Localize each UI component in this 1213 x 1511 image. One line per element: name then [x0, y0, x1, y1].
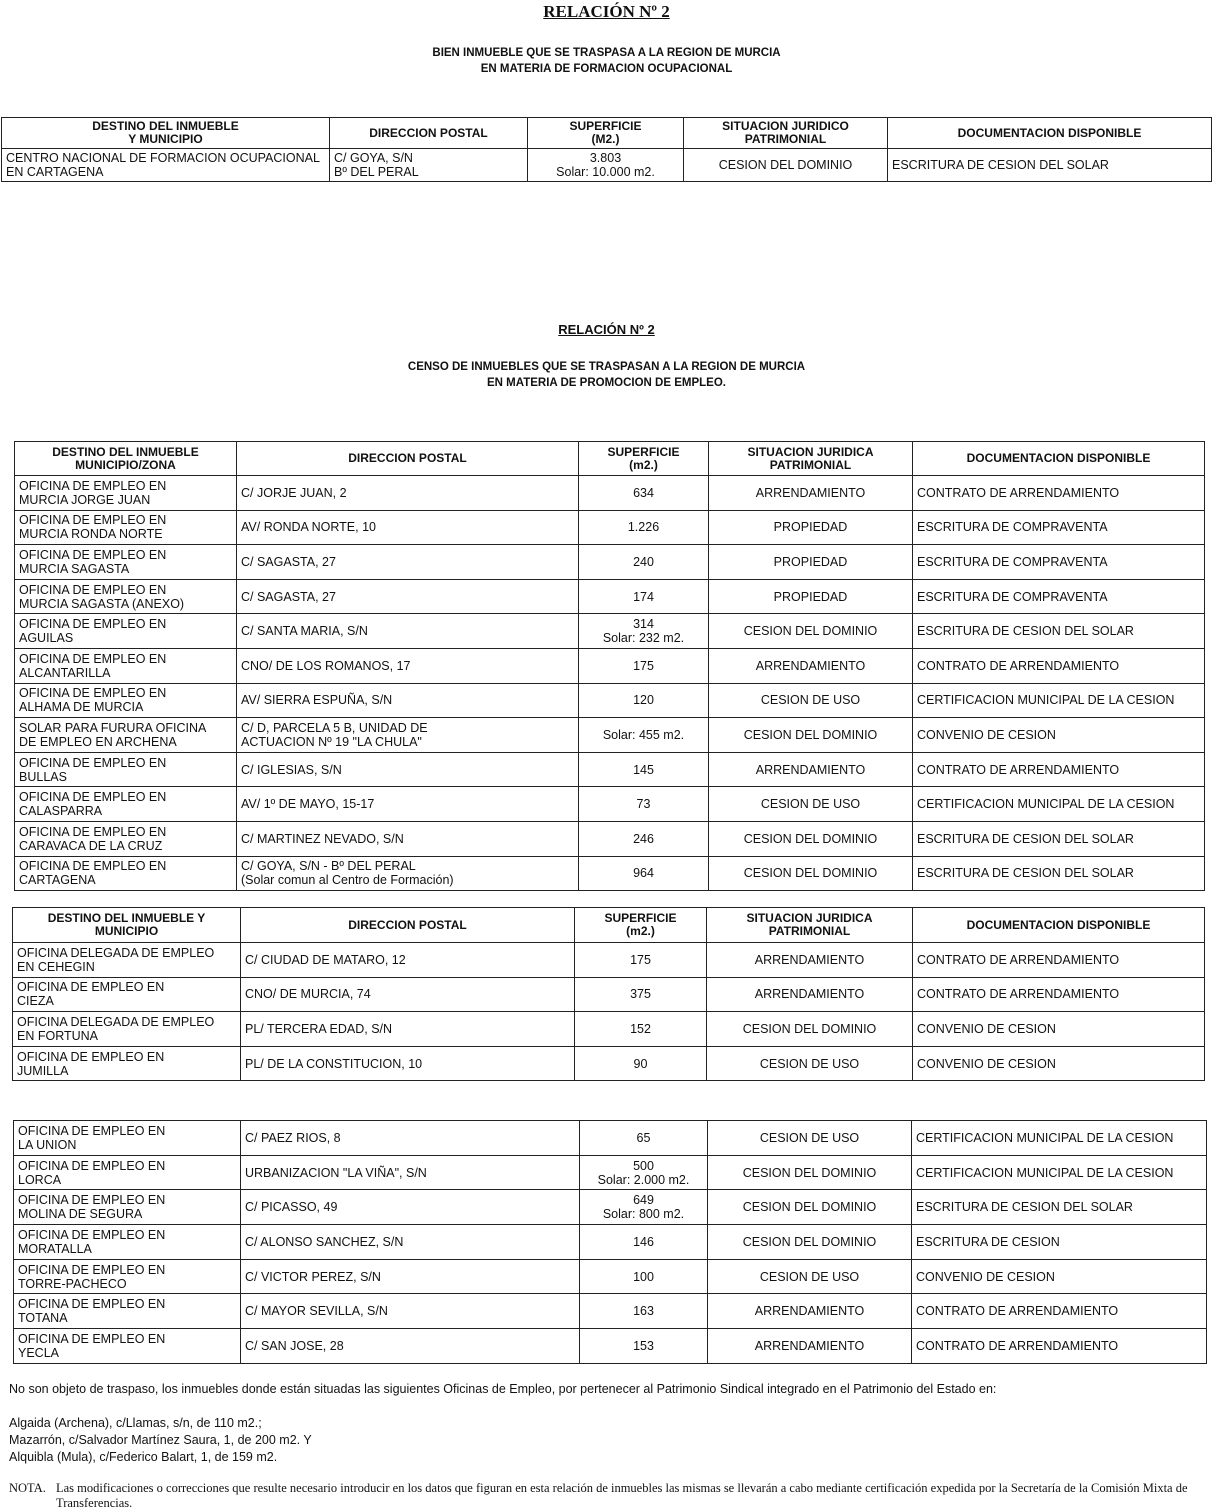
empleo-a-cell-superficie: Solar: 455 m2.: [579, 718, 709, 753]
table-row: [13, 943, 1205, 978]
formacion-cell-direccion: C/ GOYA, S/N Bº DEL PERAL: [330, 149, 528, 182]
empleo-a-cell-direccion: C/ GOYA, S/N - Bº DEL PERAL (Solar comun al Centro de Formación): [237, 856, 579, 891]
empleo-b-cell-destino: OFICINA DELEGADA DE EMPLEO EN CEHEGIN: [13, 943, 241, 978]
empleo-a-cell-situacion: ARRENDAMIENTO: [709, 648, 913, 683]
empleo-c-cell-documentacion: CONTRATO DE ARRENDAMIENTO: [912, 1329, 1207, 1364]
empleo-a-cell-direccion: C/ SAGASTA, 27: [237, 579, 579, 614]
empleo-c-cell-documentacion: CONTRATO DE ARRENDAMIENTO: [912, 1294, 1207, 1329]
empleo-a-cell-direccion: C/ D, PARCELA 5 B, UNIDAD DE ACTUACION Nº 19 "LA CHULA": [237, 718, 579, 753]
empleo-c-cell-direccion: C/ ALONSO SANCHEZ, S/N: [241, 1225, 580, 1260]
subtitle-formacion-line2: EN MATERIA DE FORMACION OCUPACIONAL: [480, 63, 733, 75]
empleo-a-cell-documentacion: ESCRITURA DE COMPRAVENTA: [913, 510, 1205, 545]
empleo-c-cell-destino: OFICINA DE EMPLEO EN MORATALLA: [14, 1225, 241, 1260]
empleo-b-cell-direccion: C/ CIUDAD DE MATARO, 12: [241, 943, 575, 978]
table-row: [15, 579, 1205, 614]
empleo-c-cell-situacion: ARRENDAMIENTO: [708, 1329, 912, 1364]
empleo-b-cell-direccion: PL/ DE LA CONSTITUCION, 10: [241, 1046, 575, 1081]
empleo-b-cell-destino: OFICINA DE EMPLEO EN JUMILLA: [13, 1046, 241, 1081]
empleo-c-cell-documentacion: ESCRITURA DE CESION: [912, 1225, 1207, 1260]
empleo-c-cell-superficie: 649 Solar: 800 m2.: [580, 1190, 708, 1225]
empleo-c-cell-direccion: C/ SAN JOSE, 28: [241, 1329, 580, 1364]
empleo-a-cell-documentacion: CONTRATO DE ARRENDAMIENTO: [913, 648, 1205, 683]
table-row: [2, 149, 1212, 182]
empleo-c-cell-situacion: CESION DEL DOMINIO: [708, 1155, 912, 1190]
formacion-cell-superficie: 3.803 Solar: 10.000 m2.: [528, 149, 684, 182]
empleo-a-cell-situacion: CESION DE USO: [709, 683, 913, 718]
table-row: [14, 1259, 1207, 1294]
empleo-a-cell-superficie: 120: [579, 683, 709, 718]
empleo-c-cell-superficie: 65: [580, 1121, 708, 1156]
table-row: [15, 545, 1205, 580]
empleo-c-cell-direccion: C/ VICTOR PEREZ, S/N: [241, 1259, 580, 1294]
empleo-a-cell-destino: OFICINA DE EMPLEO EN MURCIA SAGASTA: [15, 545, 237, 580]
empleo-c-cell-superficie: 153: [580, 1329, 708, 1364]
empleo-a-cell-direccion: C/ MARTINEZ NEVADO, S/N: [237, 821, 579, 856]
empleo-c-cell-superficie: 100: [580, 1259, 708, 1294]
empleo-table-a-header-row: [15, 442, 1205, 476]
empleo-a-cell-destino: OFICINA DE EMPLEO EN CARAVACA DE LA CRUZ: [15, 821, 237, 856]
empleo-c-cell-superficie: 500 Solar: 2.000 m2.: [580, 1155, 708, 1190]
empleo-c-cell-documentacion: CONVENIO DE CESION: [912, 1259, 1207, 1294]
empleo-c-cell-direccion: C/ PAEZ RIOS, 8: [241, 1121, 580, 1156]
empleo-c-cell-documentacion: CERTIFICACION MUNICIPAL DE LA CESION: [912, 1121, 1207, 1156]
empleo-c-cell-destino: OFICINA DE EMPLEO EN MOLINA DE SEGURA: [14, 1190, 241, 1225]
formacion-header-situacion: SITUACION JURIDICO PATRIMONIAL: [684, 118, 888, 149]
empleo-a-cell-documentacion: ESCRITURA DE CESION DEL SOLAR: [913, 821, 1205, 856]
empleo-a-cell-direccion: AV/ SIERRA ESPUÑA, S/N: [237, 683, 579, 718]
empleo-a-cell-situacion: CESION DEL DOMINIO: [709, 856, 913, 891]
formacion-header-superficie: SUPERFICIE (M2.): [528, 118, 684, 149]
empleo-c-cell-destino: OFICINA DE EMPLEO EN YECLA: [14, 1329, 241, 1364]
empleo-a-cell-direccion: C/ JORJE JUAN, 2: [237, 476, 579, 511]
table-row: [14, 1329, 1207, 1364]
empleo-a-cell-direccion: C/ SANTA MARIA, S/N: [237, 614, 579, 649]
empleo-b-header-destino: DESTINO DEL INMUEBLE Y MUNICIPIO: [13, 908, 241, 943]
empleo-c-cell-situacion: CESION DE USO: [708, 1259, 912, 1294]
empleo-c-cell-situacion: CESION DE USO: [708, 1121, 912, 1156]
empleo-a-cell-destino: OFICINA DE EMPLEO EN ALCANTARILLA: [15, 648, 237, 683]
table-row: [15, 752, 1205, 787]
empleo-a-cell-destino: OFICINA DE EMPLEO EN CARTAGENA: [15, 856, 237, 891]
empleo-a-cell-documentacion: CONVENIO DE CESION: [913, 718, 1205, 753]
empleo-table-a: [14, 441, 1205, 891]
empleo-a-cell-situacion: CESION DEL DOMINIO: [709, 718, 913, 753]
empleo-a-cell-documentacion: CERTIFICACION MUNICIPAL DE LA CESION: [913, 683, 1205, 718]
heading-relacion-empleo: RELACIÓN Nº 2: [558, 322, 655, 337]
empleo-a-cell-destino: OFICINA DE EMPLEO EN MURCIA RONDA NORTE: [15, 510, 237, 545]
empleo-a-cell-situacion: PROPIEDAD: [709, 545, 913, 580]
formacion-cell-documentacion: ESCRITURA DE CESION DEL SOLAR: [888, 149, 1212, 182]
empleo-b-cell-superficie: 175: [575, 943, 707, 978]
footer-line-3: Alquibla (Mula), c/Federico Balart, 1, de 159 m2.: [9, 1450, 278, 1464]
empleo-a-cell-superficie: 634: [579, 476, 709, 511]
empleo-a-cell-superficie: 314 Solar: 232 m2.: [579, 614, 709, 649]
empleo-a-cell-superficie: 240: [579, 545, 709, 580]
empleo-table-c: [13, 1120, 1207, 1364]
empleo-a-cell-superficie: 1.226: [579, 510, 709, 545]
empleo-a-header-destino: DESTINO DEL INMUEBLE MUNICIPIO/ZONA: [15, 442, 237, 476]
footer-line-1: Algaida (Archena), c/Llamas, s/n, de 110 m2.;: [9, 1416, 262, 1430]
empleo-a-cell-documentacion: CERTIFICACION MUNICIPAL DE LA CESION: [913, 787, 1205, 822]
empleo-a-cell-documentacion: CONTRATO DE ARRENDAMIENTO: [913, 476, 1205, 511]
table-row: [15, 476, 1205, 511]
empleo-a-header-superficie: SUPERFICIE (m2.): [579, 442, 709, 476]
empleo-a-cell-direccion: AV/ RONDA NORTE, 10: [237, 510, 579, 545]
formacion-cell-destino: CENTRO NACIONAL DE FORMACION OCUPACIONAL EN CARTAGENA: [2, 149, 330, 182]
empleo-b-cell-situacion: CESION DEL DOMINIO: [707, 1012, 913, 1047]
empleo-b-cell-documentacion: CONTRATO DE ARRENDAMIENTO: [913, 943, 1205, 978]
formacion-cell-situacion: CESION DEL DOMINIO: [684, 149, 888, 182]
table-row: [14, 1294, 1207, 1329]
empleo-c-cell-situacion: CESION DEL DOMINIO: [708, 1225, 912, 1260]
empleo-a-cell-documentacion: CONTRATO DE ARRENDAMIENTO: [913, 752, 1205, 787]
empleo-c-cell-documentacion: ESCRITURA DE CESION DEL SOLAR: [912, 1190, 1207, 1225]
empleo-a-header-situacion: SITUACION JURIDICA PATRIMONIAL: [709, 442, 913, 476]
empleo-a-cell-superficie: 175: [579, 648, 709, 683]
empleo-c-cell-superficie: 146: [580, 1225, 708, 1260]
formacion-header-documentacion: DOCUMENTACION DISPONIBLE: [888, 118, 1212, 149]
footer-intro: No son objeto de traspaso, los inmuebles donde están situadas las siguientes Oficinas de Empleo, por pertenecer al Patrimonio Sindical integrado en el Patrimonio del Estado en:: [9, 1382, 997, 1396]
empleo-a-cell-superficie: 964: [579, 856, 709, 891]
empleo-b-cell-direccion: CNO/ DE MURCIA, 74: [241, 977, 575, 1012]
empleo-a-cell-superficie: 73: [579, 787, 709, 822]
empleo-a-cell-situacion: PROPIEDAD: [709, 510, 913, 545]
empleo-b-cell-superficie: 90: [575, 1046, 707, 1081]
empleo-a-cell-destino: OFICINA DE EMPLEO EN ALHAMA DE MURCIA: [15, 683, 237, 718]
footer-line-2: Mazarrón, c/Salvador Martínez Saura, 1, de 200 m2. Y: [9, 1433, 312, 1447]
table-row: [15, 856, 1205, 891]
empleo-c-cell-situacion: ARRENDAMIENTO: [708, 1294, 912, 1329]
empleo-b-cell-situacion: ARRENDAMIENTO: [707, 977, 913, 1012]
empleo-c-cell-direccion: C/ PICASSO, 49: [241, 1190, 580, 1225]
empleo-b-cell-destino: OFICINA DE EMPLEO EN CIEZA: [13, 977, 241, 1012]
empleo-c-cell-destino: OFICINA DE EMPLEO EN TORRE-PACHECO: [14, 1259, 241, 1294]
empleo-table-b-header-row: [13, 908, 1205, 943]
formacion-header-direccion: DIRECCION POSTAL: [330, 118, 528, 149]
table-row: [15, 510, 1205, 545]
empleo-a-header-documentacion: DOCUMENTACION DISPONIBLE: [913, 442, 1205, 476]
empleo-a-cell-direccion: CNO/ DE LOS ROMANOS, 17: [237, 648, 579, 683]
table-row: [13, 1046, 1205, 1081]
formacion-table-header-row: [2, 118, 1212, 149]
empleo-a-cell-documentacion: ESCRITURA DE CESION DEL SOLAR: [913, 856, 1205, 891]
empleo-b-cell-superficie: 152: [575, 1012, 707, 1047]
table-row: [14, 1225, 1207, 1260]
empleo-a-cell-situacion: CESION DEL DOMINIO: [709, 614, 913, 649]
empleo-a-cell-direccion: C/ SAGASTA, 27: [237, 545, 579, 580]
empleo-table-b: [12, 907, 1205, 1081]
empleo-a-cell-destino: OFICINA DE EMPLEO EN AGUILAS: [15, 614, 237, 649]
table-row: [15, 821, 1205, 856]
empleo-a-cell-situacion: CESION DE USO: [709, 787, 913, 822]
empleo-c-cell-destino: OFICINA DE EMPLEO EN LA UNION: [14, 1121, 241, 1156]
heading-relacion-formacion: RELACIÓN Nº 2: [543, 2, 670, 21]
empleo-a-cell-situacion: CESION DEL DOMINIO: [709, 821, 913, 856]
empleo-a-cell-superficie: 246: [579, 821, 709, 856]
empleo-c-cell-destino: OFICINA DE EMPLEO EN LORCA: [14, 1155, 241, 1190]
empleo-b-cell-direccion: PL/ TERCERA EDAD, S/N: [241, 1012, 575, 1047]
empleo-b-header-documentacion: DOCUMENTACION DISPONIBLE: [913, 908, 1205, 943]
empleo-a-cell-superficie: 145: [579, 752, 709, 787]
empleo-b-cell-destino: OFICINA DELEGADA DE EMPLEO EN FORTUNA: [13, 1012, 241, 1047]
table-row: [14, 1155, 1207, 1190]
table-row: [13, 1012, 1205, 1047]
empleo-a-cell-destino: OFICINA DE EMPLEO EN BULLAS: [15, 752, 237, 787]
empleo-c-cell-superficie: 163: [580, 1294, 708, 1329]
empleo-a-cell-documentacion: ESCRITURA DE CESION DEL SOLAR: [913, 614, 1205, 649]
subtitle-empleo-line2: EN MATERIA DE PROMOCION DE EMPLEO.: [487, 377, 726, 389]
empleo-b-cell-situacion: ARRENDAMIENTO: [707, 943, 913, 978]
formacion-table: [1, 117, 1212, 182]
empleo-a-cell-superficie: 174: [579, 579, 709, 614]
nota-text: Las modificaciones o correcciones que resulte necesario introducir en los datos que figuran en esta relación de inmuebles las mismas se llevarán a cabo mediante certificación expedida por la Secretaría de la Comisión Mixta de Transferencias.: [56, 1481, 1188, 1510]
empleo-c-cell-direccion: C/ MAYOR SEVILLA, S/N: [241, 1294, 580, 1329]
empleo-a-cell-direccion: AV/ 1º DE MAYO, 15-17: [237, 787, 579, 822]
subtitle-formacion-line1: BIEN INMUEBLE QUE SE TRASPASA A LA REGION DE MURCIA: [432, 47, 781, 59]
empleo-a-cell-situacion: PROPIEDAD: [709, 579, 913, 614]
table-row: [14, 1190, 1207, 1225]
empleo-c-cell-destino: OFICINA DE EMPLEO EN TOTANA: [14, 1294, 241, 1329]
empleo-b-cell-documentacion: CONTRATO DE ARRENDAMIENTO: [913, 977, 1205, 1012]
subtitle-empleo-line1: CENSO DE INMUEBLES QUE SE TRASPASAN A LA REGION DE MURCIA: [407, 361, 806, 373]
empleo-a-cell-direccion: C/ IGLESIAS, S/N: [237, 752, 579, 787]
empleo-a-cell-situacion: ARRENDAMIENTO: [709, 476, 913, 511]
table-row: [15, 648, 1205, 683]
empleo-b-header-situacion: SITUACION JURIDICA PATRIMONIAL: [707, 908, 913, 943]
table-row: [15, 787, 1205, 822]
empleo-a-cell-destino: SOLAR PARA FURURA OFICINA DE EMPLEO EN ARCHENA: [15, 718, 237, 753]
empleo-a-cell-destino: OFICINA DE EMPLEO EN MURCIA SAGASTA (ANEXO): [15, 579, 237, 614]
nota-label: NOTA.: [9, 1481, 46, 1495]
formacion-header-destino: DESTINO DEL INMUEBLE Y MUNICIPIO: [2, 118, 330, 149]
empleo-a-cell-documentacion: ESCRITURA DE COMPRAVENTA: [913, 579, 1205, 614]
table-row: [15, 683, 1205, 718]
empleo-a-cell-destino: OFICINA DE EMPLEO EN CALASPARRA: [15, 787, 237, 822]
empleo-a-cell-situacion: ARRENDAMIENTO: [709, 752, 913, 787]
empleo-b-cell-situacion: CESION DE USO: [707, 1046, 913, 1081]
empleo-b-cell-documentacion: CONVENIO DE CESION: [913, 1046, 1205, 1081]
table-row: [15, 718, 1205, 753]
empleo-b-header-direccion: DIRECCION POSTAL: [241, 908, 575, 943]
empleo-b-header-superficie: SUPERFICIE (m2.): [575, 908, 707, 943]
empleo-c-cell-direccion: URBANIZACION "LA VIÑA", S/N: [241, 1155, 580, 1190]
table-row: [13, 977, 1205, 1012]
empleo-a-cell-destino: OFICINA DE EMPLEO EN MURCIA JORGE JUAN: [15, 476, 237, 511]
empleo-b-cell-superficie: 375: [575, 977, 707, 1012]
empleo-a-header-direccion: DIRECCION POSTAL: [237, 442, 579, 476]
table-row: [14, 1121, 1207, 1156]
empleo-b-cell-documentacion: CONVENIO DE CESION: [913, 1012, 1205, 1047]
empleo-c-cell-documentacion: CERTIFICACION MUNICIPAL DE LA CESION: [912, 1155, 1207, 1190]
empleo-c-cell-situacion: CESION DEL DOMINIO: [708, 1190, 912, 1225]
empleo-a-cell-documentacion: ESCRITURA DE COMPRAVENTA: [913, 545, 1205, 580]
table-row: [15, 614, 1205, 649]
